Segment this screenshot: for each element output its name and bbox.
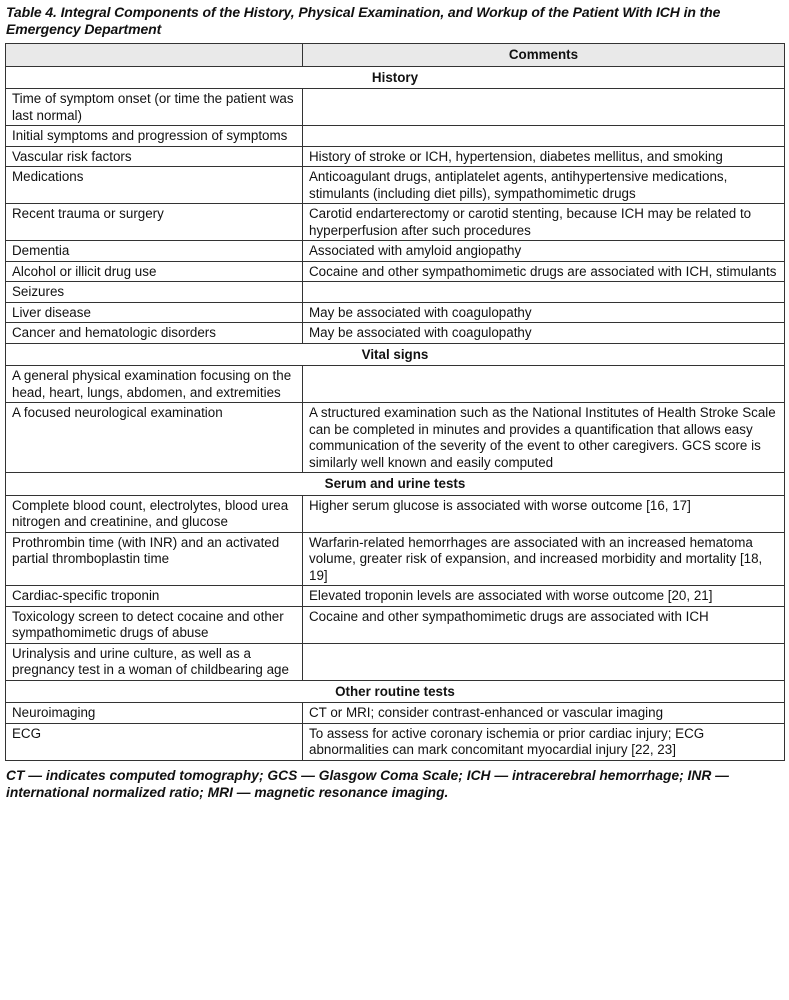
comment-cell: Associated with amyloid angiopathy [303,241,785,262]
component-cell: Time of symptom onset (or time the patient was last normal) [6,89,303,126]
table-row [6,204,785,241]
table-row [6,302,785,323]
table-row [6,167,785,204]
component-cell: Complete blood count, electrolytes, blood urea nitrogen and creatinine, and glucose [6,495,303,532]
comment-cell: Cocaine and other sympathomimetic drugs are associated with ICH, stimulants [303,261,785,282]
component-cell: Cardiac-specific troponin [6,586,303,607]
component-cell: Vascular risk factors [6,146,303,167]
table-row [6,703,785,724]
comment-cell: May be associated with coagulopathy [303,323,785,344]
component-cell: Toxicology screen to detect cocaine and other sympathomimetic drugs of abuse [6,606,303,643]
table-row [6,532,785,586]
table-row [6,606,785,643]
table-row [6,146,785,167]
table-row [6,495,785,532]
comment-cell: To assess for active coronary ischemia or prior cardiac injury; ECG abnormalities can mark concomitant myocardial injury [22, 23] [303,723,785,760]
section-heading: Serum and urine tests [6,473,785,496]
table-row [6,89,785,126]
comment-cell: May be associated with coagulopathy [303,302,785,323]
comment-cell: Carotid endarterectomy or carotid stenting, because ICH may be related to hyperperfusion after such procedures [303,204,785,241]
comment-cell: Cocaine and other sympathomimetic drugs are associated with ICH [303,606,785,643]
table-body [6,66,785,760]
comment-cell: History of stroke or ICH, hypertension, diabetes mellitus, and smoking [303,146,785,167]
section-heading-row [6,66,785,89]
section-heading: Vital signs [6,343,785,366]
component-cell: Liver disease [6,302,303,323]
table-title: Table 4. Integral Components of the History, Physical Examination, and Workup of the Patient With ICH in the Emergency Department [6,4,721,37]
table-row [6,366,785,403]
component-cell: A focused neurological examination [6,403,303,473]
section-heading-row [6,680,785,703]
comment-cell: CT or MRI; consider contrast-enhanced or vascular imaging [303,703,785,724]
component-cell: Prothrombin time (with INR) and an activated partial thromboplastin time [6,532,303,586]
comment-cell: A structured examination such as the National Institutes of Health Stroke Scale can be completed in minutes and provides a quantification that allows easy communication of the severity of the event to other caregivers. GCS score is similarly well known and easily computed [303,403,785,473]
comment-cell [303,366,785,403]
component-cell: Medications [6,167,303,204]
comment-cell: Higher serum glucose is associated with worse outcome [16, 17] [303,495,785,532]
section-heading-row [6,343,785,366]
component-cell: Recent trauma or surgery [6,204,303,241]
table-footnote: CT — indicates computed tomography; GCS — Glasgow Coma Scale; ICH — intracerebral hemorrhage; INR — international normalized ratio; MRI — magnetic resonance imaging. [6,767,729,800]
component-cell: Seizures [6,282,303,303]
component-cell: Alcohol or illicit drug use [6,261,303,282]
comment-cell [303,126,785,147]
component-cell: ECG [6,723,303,760]
table-row [6,403,785,473]
comment-cell: Warfarin-related hemorrhages are associated with an increased hematoma volume, greater risk of expansion, and increased morbidity and mortality [18, 19] [303,532,785,586]
table-row [6,323,785,344]
component-cell: Urinalysis and urine culture, as well as a pregnancy test in a woman of childbearing age [6,643,303,680]
comment-cell: Elevated troponin levels are associated with worse outcome [20, 21] [303,586,785,607]
component-cell: A general physical examination focusing on the head, heart, lungs, abdomen, and extremities [6,366,303,403]
section-heading: Other routine tests [6,680,785,703]
comment-cell: Anticoagulant drugs, antiplatelet agents, antihypertensive medications, stimulants (including diet pills), sympathomimetic drugs [303,167,785,204]
comment-cell [303,89,785,126]
table-header-row [6,44,785,67]
table-row [6,282,785,303]
table-row [6,586,785,607]
comment-cell [303,643,785,680]
table-row [6,126,785,147]
table-row [6,643,785,680]
section-heading-row [6,473,785,496]
components-table [5,43,785,761]
header-comments: Comments [303,44,785,67]
section-heading: History [6,66,785,89]
table-row [6,241,785,262]
component-cell: Cancer and hematologic disorders [6,323,303,344]
component-cell: Dementia [6,241,303,262]
component-cell: Neuroimaging [6,703,303,724]
table-row [6,723,785,760]
comment-cell [303,282,785,303]
table-row [6,261,785,282]
component-cell: Initial symptoms and progression of symptoms [6,126,303,147]
header-component [6,44,303,67]
